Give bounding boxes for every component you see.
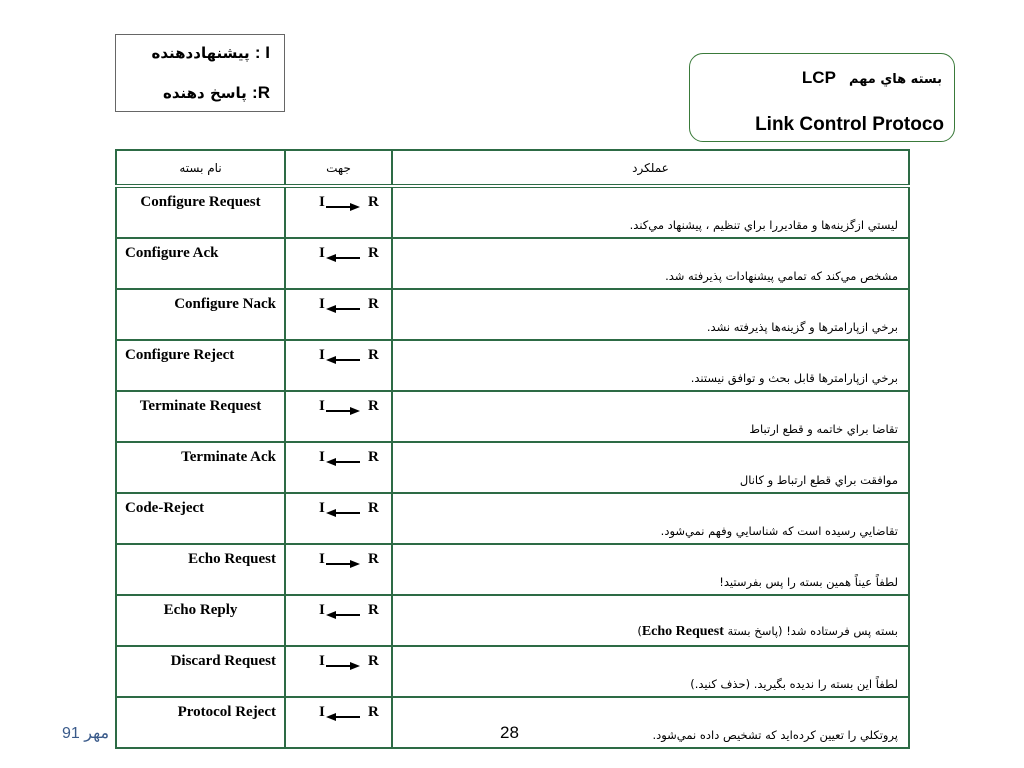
direction-cell [285, 493, 392, 544]
header-direction: جهت [285, 150, 392, 186]
direction-cell [285, 391, 392, 442]
footer-date: مهر 91 [62, 725, 110, 742]
function-cell [392, 340, 909, 391]
table-row [116, 646, 909, 697]
direction-initiator: I [319, 347, 325, 363]
function-persian: لطفاً اين بسته را نديده بگيريد. (حذف كنيد.) [690, 677, 898, 691]
table-row [116, 544, 909, 595]
function-persian: ليستي ازگزينه‌ها و مقاديررا براي تنظيم ، پيشنهاد مي‌كند. [629, 218, 898, 232]
arrow-left-icon [326, 353, 360, 370]
function-cell [392, 493, 909, 544]
packet-name: Echo Request [188, 551, 276, 567]
function-text [630, 218, 898, 232]
table-row [116, 391, 909, 442]
function-cell [392, 289, 909, 340]
function-persian: لطفاً عيناً همين بسته را پس بفرستيد! [719, 575, 898, 589]
direction-initiator: I [319, 653, 325, 669]
title-acronym: LCP [801, 68, 836, 87]
legend-box [115, 34, 285, 112]
arrow-left-icon [326, 302, 360, 319]
arrow-right-icon [326, 200, 360, 217]
arrow-left-icon [326, 455, 360, 472]
legend-r-code: R: [252, 83, 270, 102]
function-tail: ) [637, 624, 642, 638]
direction-initiator: I [319, 449, 325, 465]
function-text [690, 677, 898, 691]
function-text [661, 524, 898, 538]
function-persian: تقاضايي رسيده است كه شناسايي وفهم نمي‌شود. [660, 524, 898, 538]
packet-name-cell [116, 595, 285, 646]
direction-cell [285, 544, 392, 595]
legend-r-label: پاسخ دهنده [163, 84, 247, 102]
direction-initiator: I [319, 245, 325, 261]
packet-name-cell [116, 289, 285, 340]
function-cell [392, 238, 909, 289]
table-row [116, 442, 909, 493]
packet-name: Configure Request [140, 194, 261, 210]
direction-responder: R [368, 653, 379, 669]
function-persian: برخي ازپارامترها و گزينه‌ها پذيرفته نشد. [706, 320, 898, 334]
direction-cell [285, 697, 392, 748]
arrow-right-icon [326, 557, 360, 574]
packet-name: Code-Reject [125, 500, 205, 516]
function-cell [392, 544, 909, 595]
direction-responder: R [368, 704, 379, 720]
direction-responder: R [368, 500, 379, 516]
packet-name: Echo Reply [163, 602, 238, 618]
legend-responder [163, 83, 270, 103]
arrow-left-icon [326, 710, 360, 727]
table-row [116, 595, 909, 646]
function-cell [392, 595, 909, 646]
packet-name: Discard Request [170, 653, 276, 669]
header-function: عملکرد [392, 150, 909, 186]
legend-initiator [152, 43, 270, 63]
direction-initiator: I [319, 551, 325, 567]
arrow-left-icon [326, 506, 360, 523]
function-text [719, 575, 898, 589]
direction-initiator: I [319, 194, 325, 210]
function-persian: بسته پس فرستاده شد! (پاسخ بستة [727, 624, 898, 638]
direction-initiator: I [319, 398, 325, 414]
packet-name-cell [116, 646, 285, 697]
lcp-packets-table [115, 149, 910, 749]
packet-name-cell [116, 544, 285, 595]
direction-cell [285, 238, 392, 289]
direction-responder: R [368, 602, 379, 618]
direction-responder: R [368, 347, 379, 363]
direction-cell [285, 186, 392, 238]
table-row [116, 340, 909, 391]
function-persian: مشخص مي‌كند كه تمامي پيشنهادات پذيرفته شد. [665, 269, 898, 283]
table-row [116, 238, 909, 289]
arrow-left-icon [326, 608, 360, 625]
function-cell [392, 391, 909, 442]
title-line-1 [802, 68, 942, 88]
function-text [691, 371, 898, 385]
table-row [116, 186, 909, 238]
packet-name-cell [116, 493, 285, 544]
function-persian: برخي ازپارامترها قابل بحث و توافق نيستند. [690, 371, 898, 385]
packet-name: Protocol Reject [177, 704, 276, 720]
packet-name-cell [116, 697, 285, 748]
direction-initiator: I [319, 296, 325, 312]
function-text [740, 473, 898, 487]
direction-responder: R [368, 194, 379, 210]
title-persian: بسته هاي مهم [849, 72, 942, 87]
packet-name: Terminate Ack [181, 449, 276, 465]
direction-cell [285, 340, 392, 391]
direction-cell [285, 442, 392, 493]
table-header-row [116, 150, 909, 186]
direction-responder: R [368, 245, 379, 261]
packet-name-cell [116, 340, 285, 391]
function-text [665, 269, 898, 283]
legend-i-label: پیشنهاددهنده [151, 44, 250, 62]
direction-initiator: I [319, 704, 325, 720]
packet-name: Configure Nack [174, 296, 276, 312]
packet-name: Terminate Request [139, 398, 262, 414]
page-number: 28 [500, 723, 519, 742]
packet-name-cell [116, 186, 285, 238]
function-persian: تقاضا براي خاتمه و قطع ارتباط [749, 422, 898, 436]
function-text [637, 624, 898, 640]
arrow-left-icon [326, 251, 360, 268]
arrow-right-icon [326, 404, 360, 421]
direction-cell [285, 646, 392, 697]
direction-responder: R [368, 551, 379, 567]
function-cell [392, 697, 909, 748]
function-text [707, 320, 898, 334]
direction-initiator: I [319, 602, 325, 618]
function-persian: پروتكلي را تعيين كرده‌ايد كه تشخيص داده نمي‌شود. [652, 728, 898, 742]
packet-name-cell [116, 442, 285, 493]
arrow-right-icon [326, 659, 360, 676]
packet-name: Configure Ack [125, 245, 219, 261]
function-cell [392, 186, 909, 238]
packet-name-cell [116, 238, 285, 289]
direction-responder: R [368, 449, 379, 465]
function-cell [392, 646, 909, 697]
packet-name-cell [116, 391, 285, 442]
packet-name: Configure Reject [125, 347, 235, 363]
direction-initiator: I [319, 500, 325, 516]
title-box [689, 53, 955, 142]
function-persian: موافقت براي قطع ارتباط و كانال [739, 473, 898, 487]
table-row [116, 493, 909, 544]
direction-responder: R [368, 398, 379, 414]
table-row [116, 289, 909, 340]
function-text [749, 422, 898, 436]
direction-cell [285, 289, 392, 340]
function-cell [392, 442, 909, 493]
title-english: Link Control Protoco [755, 114, 944, 135]
function-text [652, 728, 898, 742]
function-english: Echo Request [641, 624, 724, 639]
legend-i-code: I : [254, 43, 270, 62]
direction-cell [285, 595, 392, 646]
direction-responder: R [368, 296, 379, 312]
header-name: نام بسته [116, 150, 285, 186]
